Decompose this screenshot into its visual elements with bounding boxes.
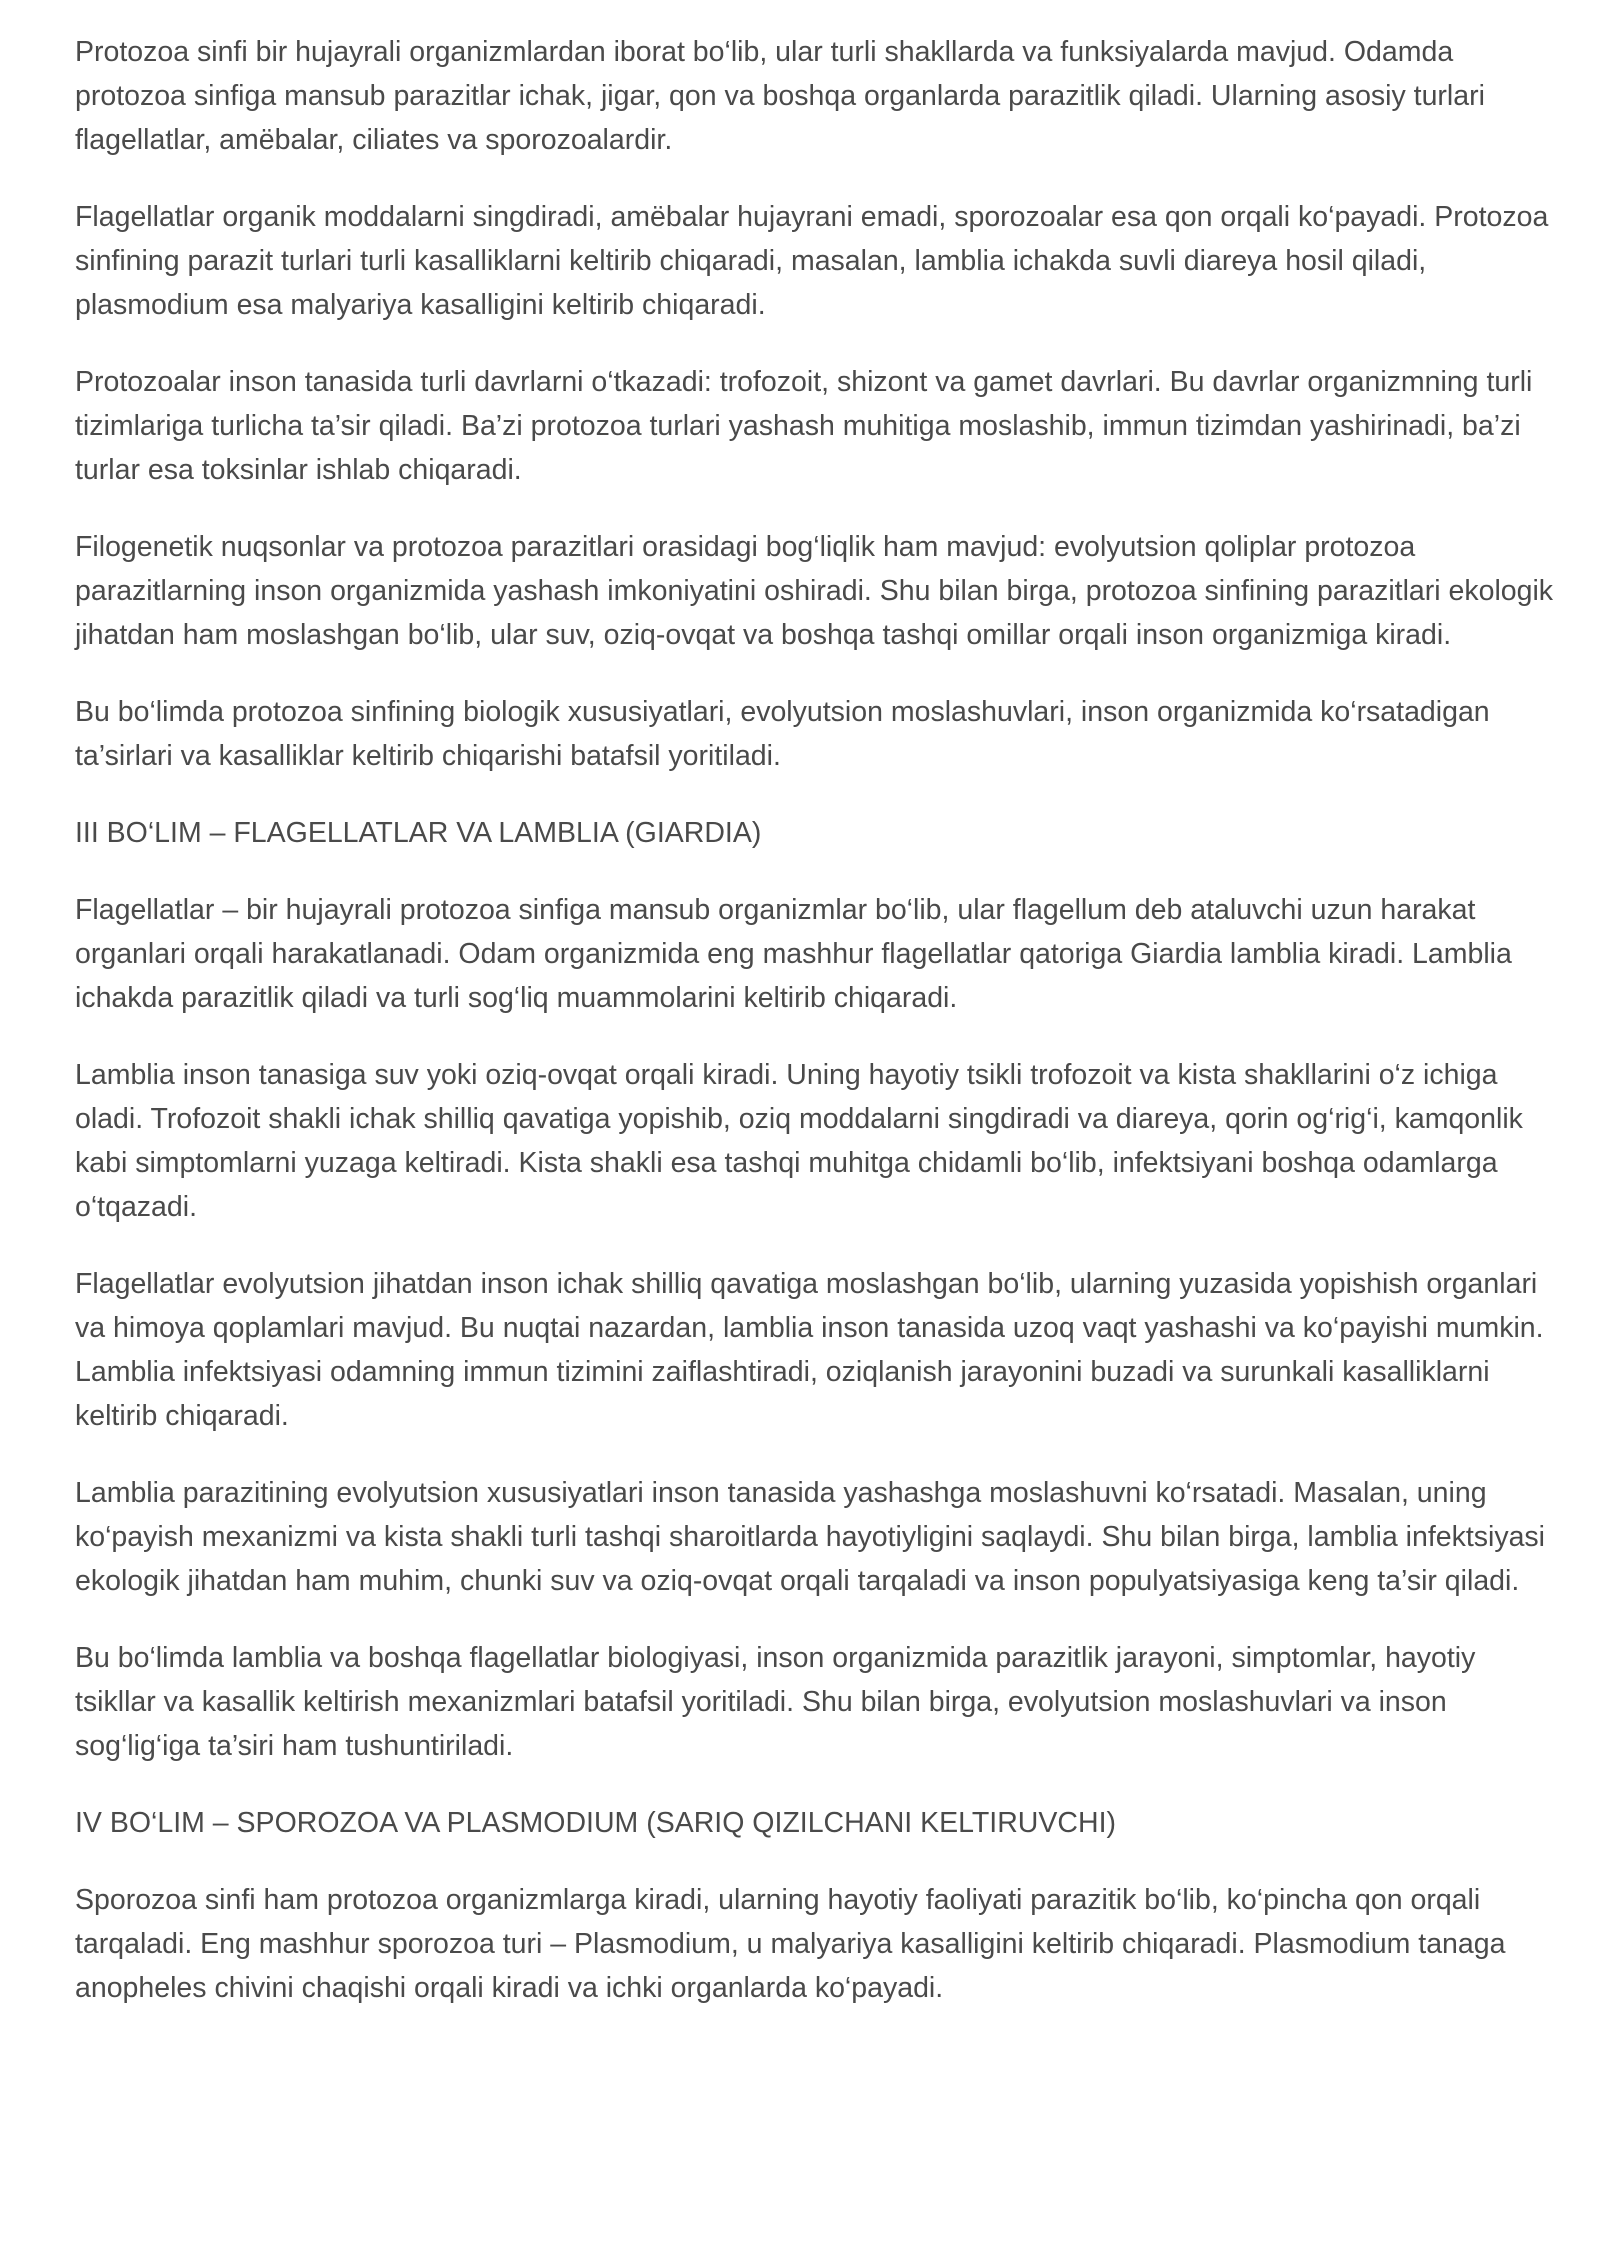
intro-paragraph-5: Bu bo‘limda protozoa sinfining biologik xususiyatlari, evolyutsion moslashuvlari, inson organizmida ko‘rsatadigan ta’sirlari va kasalliklar keltirib chiqarishi batafsil yoritiladi. — [75, 696, 1490, 772]
section-4-paragraph-1: Sporozoa sinfi ham protozoa organizmlarga kiradi, ularning hayotiy faoliyati parazitik bo‘lib, ko‘pincha qon orqali tarqaladi. Eng mashhur sporozoa turi – Plasmodium, u malyariya kasalligini keltirib chiqaradi. Plasmodium tanaga anopheles chivini chaqishi orqali kiradi va ichki organlarda ko‘payadi. — [75, 1884, 1506, 2004]
intro-paragraph-4: Filogenetik nuqsonlar va protozoa parazitlari orasidagi bog‘liqlik ham mavjud: evolyutsion qoliplar protozoa parazitlarning inson organizmida yashash imkoniyatini oshiradi. Shu bilan birga, protozoa sinfining parazitlari ekologik jihatdan ham moslashgan bo‘lib, ular suv, oziq-ovqat va boshqa tashqi omillar orqali inson organizmiga kiradi. — [75, 531, 1554, 651]
section-3-heading: III BO‘LIM – FLAGELLATLAR VA LAMBLIA (GIARDIA) — [75, 817, 762, 849]
section-3-paragraph-5: Bu bo‘limda lamblia va boshqa flagellatlar biologiyasi, inson organizmida parazitlik jarayoni, simptomlar, hayotiy tsikllar va kasallik keltirish mexanizmlari batafsil yoritiladi. Shu bilan birga, evolyutsion moslashuvlari va inson sog‘lig‘iga ta’siri ham tushuntiriladi. — [75, 1642, 1476, 1762]
intro-paragraph-3: Protozoalar inson tanasida turli davrlarni o‘tkazadi: trofozoit, shizont va gamet davrlari. Bu davrlar organizmning turli tizimlariga turlicha ta’sir qiladi. Ba’zi protozoa turlari yashash muhitiga moslashib, immun tizimdan yashirinadi, ba’zi turlar esa toksinlar ishlab chiqaradi. — [75, 366, 1533, 486]
section-3-paragraph-3: Flagellatlar evolyutsion jihatdan inson ichak shilliq qavatiga moslashgan bo‘lib, ularning yuzasida yopishish organlari va himoya qoplamlari mavjud. Bu nuqtai nazardan, lamblia inson tanasida uzoq vaqt yashashi va ko‘payishi mumkin. Lamblia infektsiyasi odamning immun tizimini zaiflashtiradi, oziqlanish jarayonini buzadi va surunkali kasalliklarni keltirib chiqaradi. — [75, 1268, 1544, 1432]
section-3-paragraph-2: Lamblia inson tanasiga suv yoki oziq-ovqat orqali kiradi. Uning hayotiy tsikli trofozoit va kista shakllarini o‘z ichiga oladi. Trofozoit shakli ichak shilliq qavatiga yopishib, oziq moddalarni singdiradi va diareya, qorin og‘rig‘i, kamqonlik kabi simptomlarni yuzaga keltiradi. Kista shakli esa tashqi muhitga chidamli bo‘lib, infektsiyani boshqa odamlarga o‘tqazadi. — [75, 1059, 1523, 1223]
section-3-paragraph-1: Flagellatlar – bir hujayrali protozoa sinfiga mansub organizmlar bo‘lib, ular flagellum deb ataluvchi uzun harakat organlari orqali harakatlanadi. Odam organizmida eng mashhur flagellatlar qatoriga Giardia lamblia kiradi. Lamblia ichakda parazitlik qiladi va turli sog‘liq muammolarini keltirib chiqaradi. — [75, 894, 1512, 1014]
intro-paragraph-2: Flagellatlar organik moddalarni singdiradi, amëbalar hujayrani emadi, sporozoalar esa qon orqali ko‘payadi. Protozoa sinfining parazit turlari turli kasalliklarni keltirib chiqaradi, masalan, lamblia ichakda suvli diareya hosil qiladi, plasmodium esa malyariya kasalligini keltirib chiqaradi. — [75, 201, 1549, 321]
intro-paragraph-1: Protozoa sinfi bir hujayrali organizmlardan iborat bo‘lib, ular turli shakllarda va funksiyalarda mavjud. Odamda protozoa sinfiga mansub parazitlar ichak, jigar, qon va boshqa organlarda parazitlik qiladi. Ularning asosiy turlari flagellatlar, amëbalar, ciliates va sporozoalardir. — [75, 36, 1485, 156]
section-4-heading: IV BO‘LIM – SPOROZOA VA PLASMODIUM (SARIQ QIZILCHANI KELTIRUVCHI) — [75, 1807, 1116, 1839]
document-page — [75, 30, 1555, 2043]
section-3-paragraph-4: Lamblia parazitining evolyutsion xususiyatlari inson tanasida yashashga moslashuvni ko‘rsatadi. Masalan, uning ko‘payish mexanizmi va kista shakli turli tashqi sharoitlarda hayotiyligini saqlaydi. Shu bilan birga, lamblia infektsiyasi ekologik jihatdan ham muhim, chunki suv va oziq-ovqat orqali tarqaladi va inson populyatsiyasiga keng ta’sir qiladi. — [75, 1477, 1546, 1597]
